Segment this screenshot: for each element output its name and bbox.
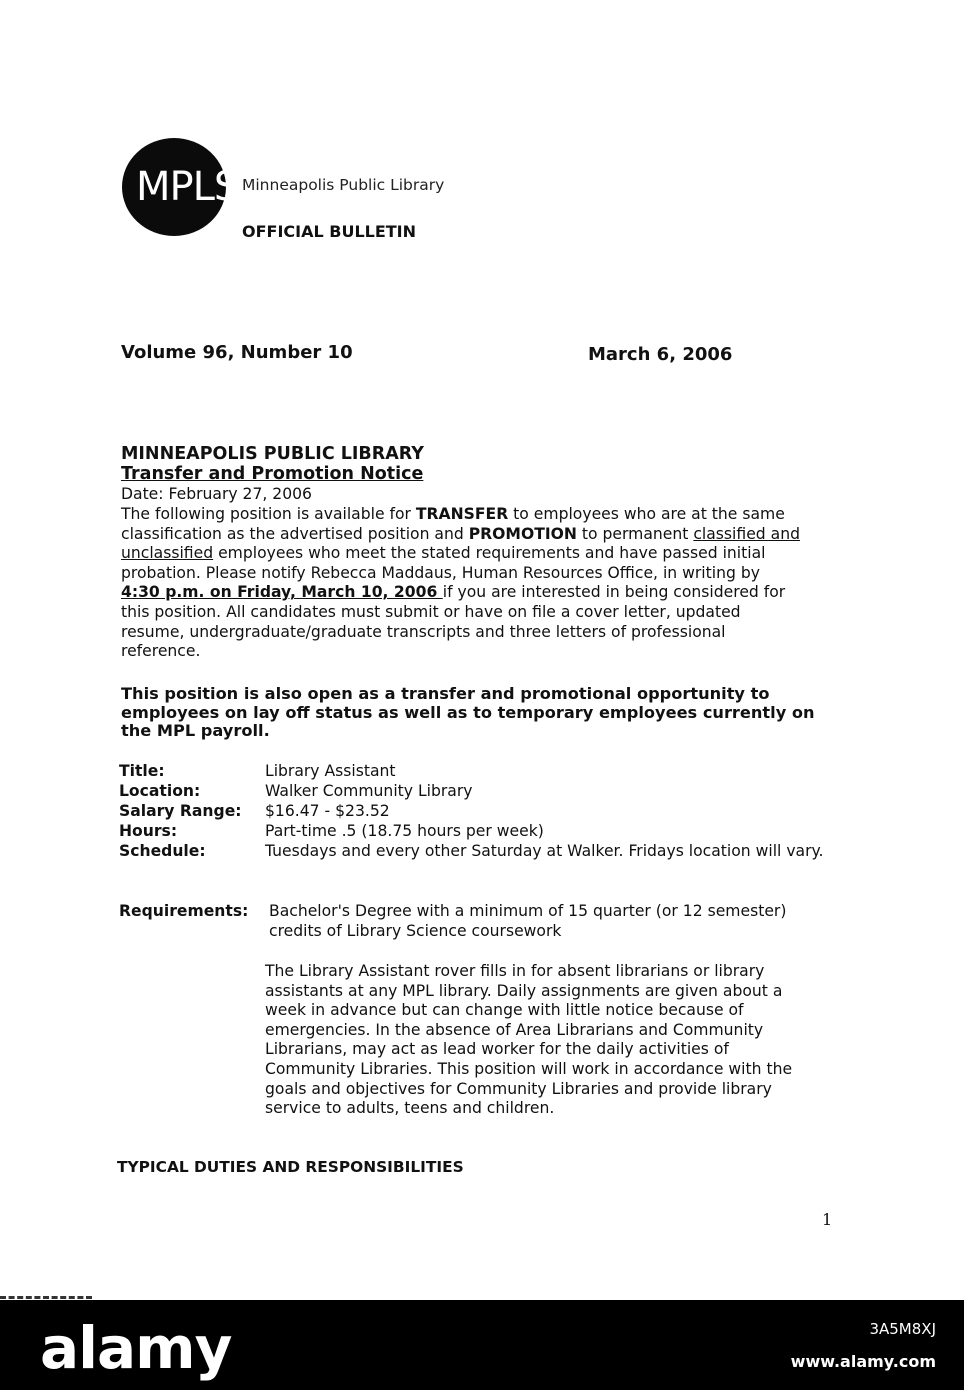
text-line: 4:30 p.m. on Friday, March 10, 2006 if you are interested in being considered for [121,583,786,602]
text-line: Librarians, may act as lead worker for the daily activities of [265,1040,729,1059]
watermark-url: www.alamy.com [790,1352,936,1371]
notice-heading: MINNEAPOLIS PUBLIC LIBRARY [121,444,424,464]
field-label: Schedule: [119,842,206,860]
logo-text: MPLS [136,164,239,210]
bulletin-title: OFFICIAL BULLETIN [242,222,417,241]
text-line: This position is also open as a transfer and promotional opportunity to [121,684,770,703]
watermark-image-code: 3A5M8XJ [869,1320,936,1338]
text-line: Community Libraries. This position will work in accordance with the [265,1059,793,1078]
issue-date: March 6, 2006 [588,344,733,365]
text-line: probation. Please notify Rebecca Maddaus, Human Resources Office, in writing by [121,563,760,582]
text-line: the MPL payroll. [121,721,270,741]
notice-date: Date: February 27, 2006 [121,485,312,503]
mpls-logo [122,138,239,236]
open-opportunity-paragraph [121,685,851,741]
text-line: week in advance but can change with little notice because of [265,1001,744,1020]
deadline: 4:30 p.m. on Friday, March 10, 2006 [121,583,443,602]
text-line: this position. All candidates must submit or have on file a cover letter, updated [121,602,741,621]
field-value: Tuesdays and every other Saturday at Walker. Fridays location will vary. [265,842,824,860]
field-value: $16.47 - $23.52 [265,802,390,820]
text-line: goals and objectives for Community Libraries and provide library [265,1079,772,1098]
field-label: Hours: [119,822,178,840]
page-number: 1 [822,1210,833,1229]
field-value: Library Assistant [265,762,396,780]
field-label: Salary Range: [119,802,242,820]
requirements-value: Bachelor's Degree with a minimum of 15 quarter (or 12 semester) credits of Library Science coursework [269,902,787,940]
field-value: Part-time .5 (18.75 hours per week) [265,822,544,840]
text-line: unclassified employees who meet the stated requirements and have passed initial [121,544,766,563]
text-line: reference. [121,642,201,661]
text-line: service to adults, teens and children. [265,1099,555,1118]
duties-heading: TYPICAL DUTIES AND RESPONSIBILITIES [117,1158,464,1176]
text-line: resume, undergraduate/graduate transcripts and three letters of professional [121,622,726,641]
field-label: Title: [119,762,165,780]
position-description [265,962,835,1119]
field-value: Walker Community Library [265,782,473,800]
text-line: The Library Assistant rover fills in for absent librarians or library [265,962,765,980]
text-line: assistants at any MPL library. Daily assignments are given about a [265,981,783,1000]
notice-subheading: Transfer and Promotion Notice [121,464,424,484]
field-label: Location: [119,782,201,800]
organization-name: Minneapolis Public Library [242,176,445,194]
watermark-brand: alamy [40,1314,232,1382]
text-line: The following position is available for TRANSFER to employees who are at the same [121,505,785,523]
text-line: emergencies. In the absence of Area Librarians and Community [265,1020,764,1039]
requirements-label: Requirements: [119,902,249,920]
text-line: classification as the advertised position and PROMOTION to permanent classified and [121,524,800,543]
stock-watermark-bar [0,1300,964,1390]
text-line: employees on lay off status as well as to temporary employees currently on [121,702,815,722]
notice-paragraph [121,505,851,662]
issue-volume: Volume 96, Number 10 [121,342,353,363]
